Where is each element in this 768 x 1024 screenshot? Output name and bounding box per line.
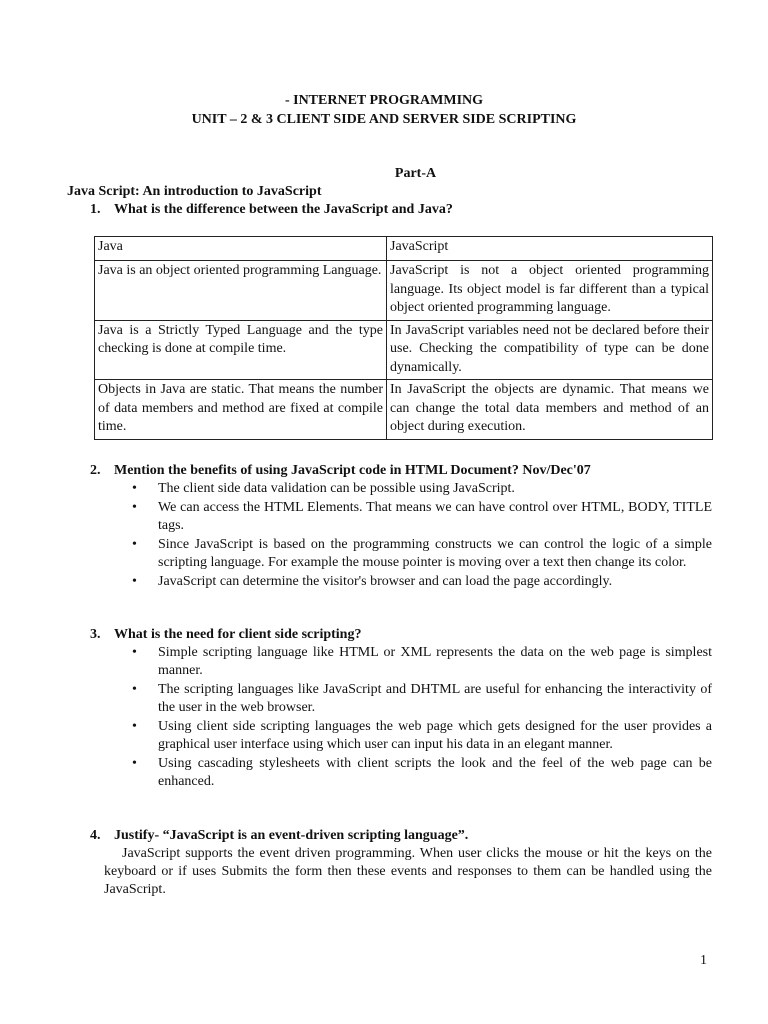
bullet-icon: • [132,481,137,496]
benefits-list [130,480,712,592]
section-title: Java Script: An introduction to JavaScript [67,184,322,199]
header-unit-title: UNIT – 2 & 3 CLIENT SIDE AND SERVER SIDE SCRIPTING [191,112,577,127]
question-1 [90,201,453,219]
table-cell: Java is an object oriented programming Language. [95,261,387,321]
table-header-java: Java [95,237,387,261]
question-number: 3. [90,627,101,642]
table-cell: JavaScript is not a object oriented programming language. Its object model is far different than a typical object oriented programming language. [387,261,713,321]
bullet-icon: • [132,574,137,589]
table-cell: Objects in Java are static. That means the number of data members and method are fixed at compile time. [95,380,387,440]
list-item [130,755,712,791]
table-cell: Java is a Strictly Typed Language and the type checking is done at compile time. [95,320,387,380]
bullet-icon: • [132,645,137,660]
list-item [130,499,712,535]
question-text: What is the difference between the JavaScript and Java? [114,202,453,217]
answer-paragraph: JavaScript supports the event driven programming. When user clicks the mouse or hit the keys on the keyboard or if uses Submits the form then these events and responses to them can be handled using the JavaScript. [104,846,712,897]
list-item-text: We can access the HTML Elements. That means we can have control over HTML, BODY, TITLE tags. [158,500,712,533]
table-cell: In JavaScript variables need not be declared before their use. Checking the compatibility of type can be done dynamically. [387,320,713,380]
list-item-text: Since JavaScript is based on the programming constructs we can control the logic of a simple scripting language. For example the mouse pointer is moving over a text then change its color. [158,537,712,570]
question-number: 1. [90,202,101,217]
bullet-icon: • [132,537,137,552]
question-4 [90,827,468,845]
question-text: Justify- “JavaScript is an event-driven scripting language”. [114,828,469,843]
list-item-text: Using client side scripting languages the web page which gets designed for the user provides a graphical user interface using which user can input his data in an elegant manner. [158,719,712,752]
table-header-javascript: JavaScript [387,237,713,261]
question-3 [90,626,361,644]
list-item [130,718,712,754]
list-item [130,573,712,591]
question-number: 4. [90,828,101,843]
bullet-icon: • [132,500,137,515]
part-label: Part-A [394,166,437,181]
list-item [130,681,712,717]
list-item [130,644,712,680]
bullet-icon: • [132,682,137,697]
table-header-row [95,237,713,261]
list-item [130,480,712,498]
question-text: Mention the benefits of using JavaScript code in HTML Document? Nov/Dec'07 [114,463,591,478]
table-row [95,380,713,440]
header-course-title: - INTERNET PROGRAMMING [284,93,484,108]
list-item [130,536,712,572]
list-item-text: Using cascading stylesheets with client scripts the look and the feel of the web page can be enhanced. [158,756,712,789]
comparison-table [94,236,713,440]
question-2 [90,462,591,480]
list-item-text: JavaScript can determine the visitor's browser and can load the page accordingly. [158,574,613,589]
need-list [130,644,712,792]
table-cell: In JavaScript the objects are dynamic. That means we can change the total data members and method of an object during execution. [387,380,713,440]
question-text: What is the need for client side scripting? [114,627,362,642]
bullet-icon: • [132,756,137,771]
bullet-icon: • [132,719,137,734]
list-item-text: The scripting languages like JavaScript and DHTML are useful for enhancing the interactivity of the user in the web browser. [158,682,712,715]
table-row [95,261,713,321]
table-row [95,320,713,380]
list-item-text: The client side data validation can be possible using JavaScript. [158,481,515,496]
question-number: 2. [90,463,101,478]
list-item-text: Simple scripting language like HTML or XML represents the data on the web page is simplest manner. [158,645,712,678]
page-number: 1 [700,953,707,968]
